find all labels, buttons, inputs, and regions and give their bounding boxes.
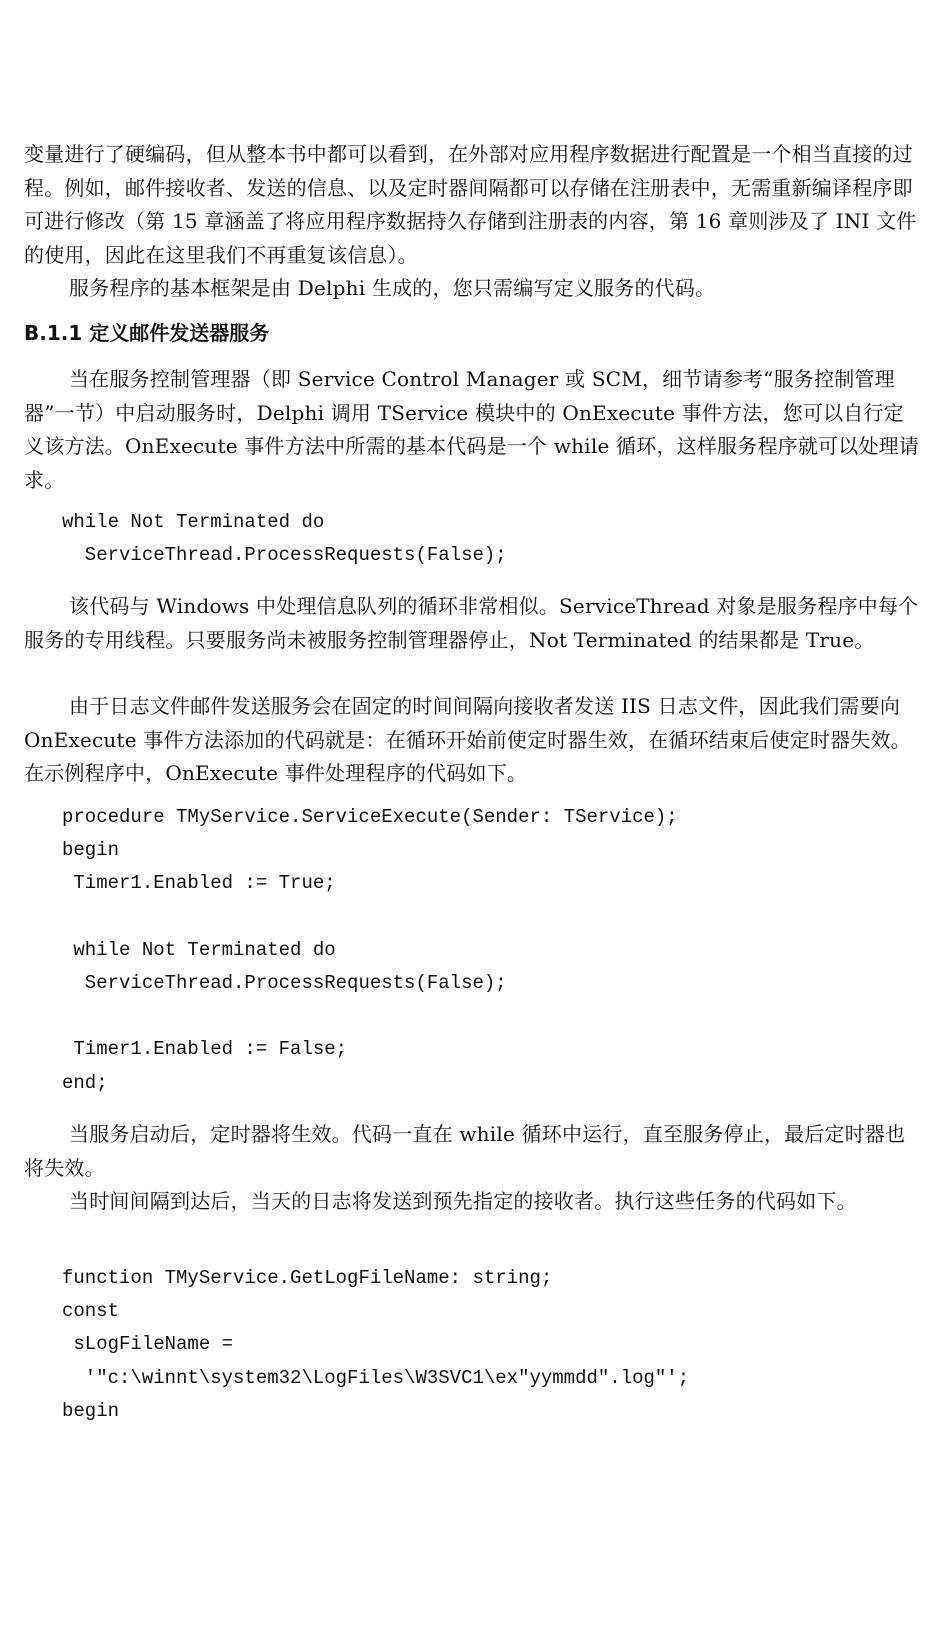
paragraph-send-log: 当时间间隔到达后，当天的日志将发送到预先指定的接收者。执行这些任务的代码如下。: [69, 1189, 857, 1213]
paragraph-timer: 由于日志文件邮件发送服务会在固定的时间间隔向接收者发送 IIS 日志文件，因此我们需要向 OnExecute 事件方法添加的代码就是：在循环开始前使定时器生效，在循环结束后使定时器失效。在示例程序中，OnExecute 事件处理程序的代码如下。: [24, 694, 911, 785]
code-block-get-log-file-name: function TMyService.GetLogFileName: string; const sLogFileName = '"c:\winnt\system32\LogFiles\W3SVC1\ex"yymmdd".log"'; begin: [62, 1267, 690, 1422]
code-block-service-execute: procedure TMyService.ServiceExecute(Sender: TService); begin Timer1.Enabled := True; while Not Terminated do ServiceThread.ProcessRequests(False); Timer1.Enabled := False; end;: [62, 806, 678, 1094]
paragraph-config-intro: 变量进行了硬编码，但从整本书中都可以看到，在外部对应用程序数据进行配置是一个相当直接的过程。例如，邮件接收者、发送的信息、以及定时器间隔都可以存储在注册表中，无需重新编译程序即可进行修改（第 15 章涵盖了将应用程序数据持久存储到注册表的内容，第 16 章则涉及了 INI 文件的使用，因此在这里我们不再重复该信息）。: [24, 142, 917, 267]
paragraph-service-start: 当服务启动后，定时器将生效。代码一直在 while 循环中运行，直至服务停止，最后定时器也将失效。: [24, 1122, 906, 1180]
paragraph-framework: 服务程序的基本框架是由 Delphi 生成的，您只需编写定义服务的代码。: [69, 276, 716, 300]
code-block-while-loop: while Not Terminated do ServiceThread.ProcessRequests(False);: [62, 511, 507, 567]
section-heading: B.1.1 定义邮件发送器服务: [24, 321, 270, 345]
paragraph-message-loop: 该代码与 Windows 中处理信息队列的循环非常相似。ServiceThread 对象是服务程序中每个服务的专用线程。只要服务尚未被服务控制管理器停止，Not Terminated 的结果都是 True。: [24, 594, 919, 652]
paragraph-onexecute: 当在服务控制管理器（即 Service Control Manager 或 SCM，细节请参考“服务控制管理器”一节）中启动服务时，Delphi 调用 TService 模块中的 OnExecute 事件方法，您可以自行定义该方法。OnExecute 事件方法中所需的基本代码是一个 while 循环，这样服务程序就可以处理请求。: [24, 367, 920, 492]
